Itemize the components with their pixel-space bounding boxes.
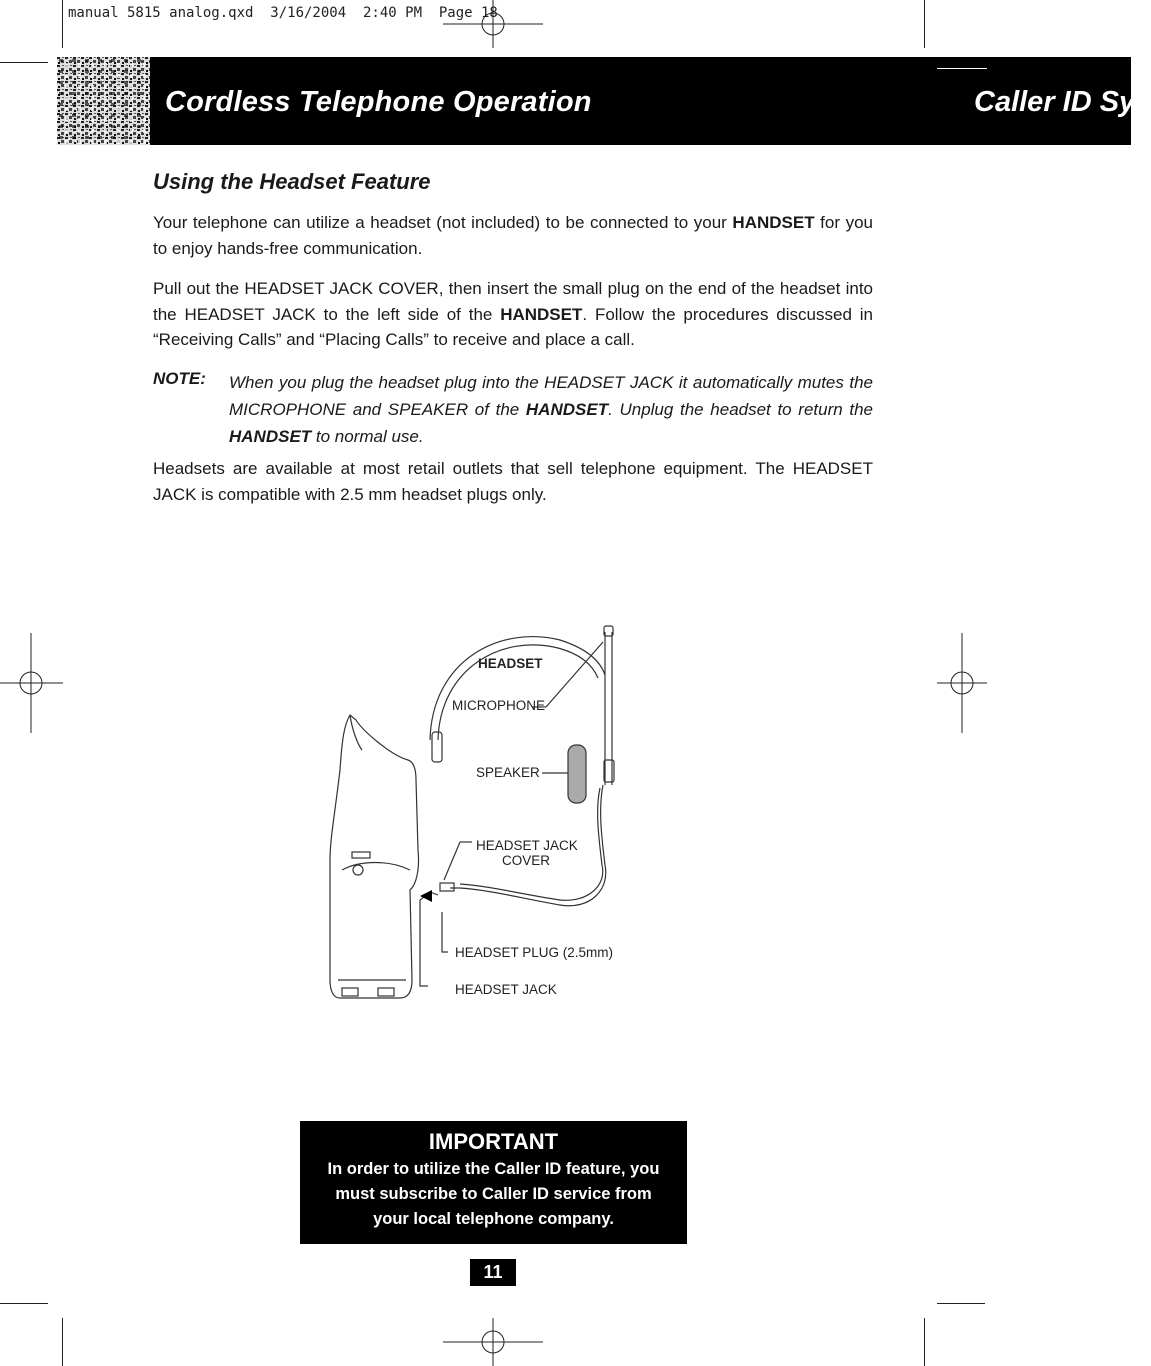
handset-illustration [330,715,419,998]
section-heading: Using the Headset Feature [153,169,431,194]
paragraph-availability: Headsets are available at most retail outlets that sell telephone equipment. The HEADSET JACK is compatible with 2.5 mm headset plugs only. [153,459,873,504]
headset-band-illustration [430,637,605,740]
paragraph-intro: Your telephone can utilize a headset (not included) to be connected to your HANDSET for you to enjoy hands-free communication. [153,213,873,258]
label-headset-jack: HEADSET JACK [455,982,557,997]
printer-slug: manual 5815 analog.qxd 3/16/2004 2:40 PM Page 18 [68,5,498,21]
note-body: When you plug the headset plug into the HEADSET JACK it automatically mutes the MICROPHONE and SPEAKER of the HANDSET. Unplug the headset to return the HANDSET to normal use. [229,373,873,446]
headset-plug-illustration [440,883,454,891]
page-number: 11 [470,1259,516,1286]
speaker-illustration [568,745,586,803]
label-microphone: MICROPHONE [452,698,546,713]
header-title: Cordless Telephone Operation [165,86,592,118]
header-right-title: Caller ID Sys [974,86,1151,118]
microphone-boom-illustration [605,632,612,785]
header-texture-pattern [57,57,150,145]
label-headset-jack-cover: HEADSET JACK COVER [476,838,578,868]
important-title: IMPORTANT [428,1129,559,1154]
important-body: In order to utilize the Caller ID feature, you must subscribe to Caller ID service from your local telephone company. [327,1160,660,1228]
label-headset: HEADSET [478,656,543,671]
label-headset-plug: HEADSET PLUG (2.5mm) [455,945,614,960]
important-notice [300,1121,687,1244]
paragraph-instructions: Pull out the HEADSET JACK COVER, then insert the small plug on the end of the headset into the HEADSET JACK to the left side of the HANDSET. Follow the procedures discussed in “Receiving Calls” and “Placing Calls” to receive and place a call. [153,279,873,349]
note-label: NOTE: [153,369,206,388]
label-speaker: SPEAKER [476,765,540,780]
